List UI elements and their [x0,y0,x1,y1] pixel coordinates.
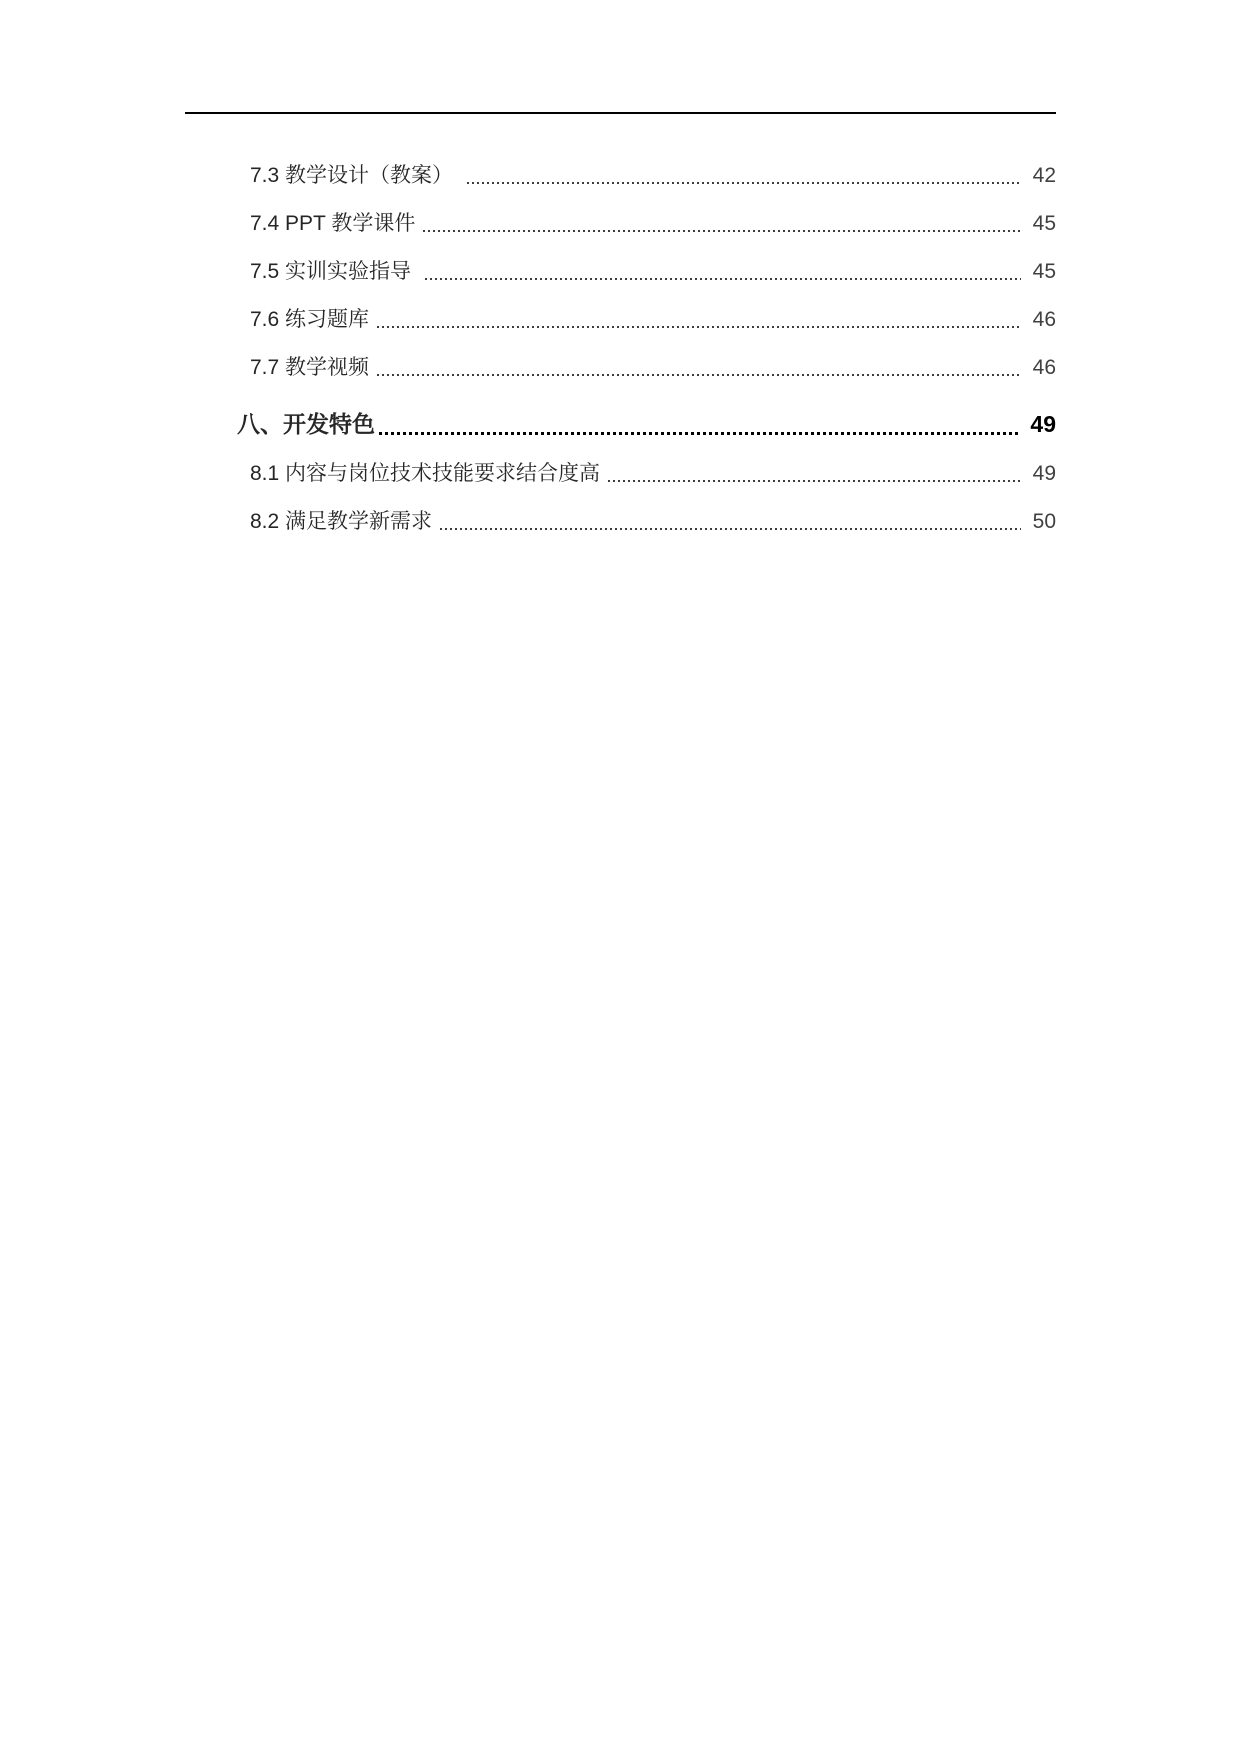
toc-leader-dots [440,528,1021,530]
toc-leader-dots [377,374,1021,376]
toc-leader-dots [425,278,1021,280]
toc-leader-dots [379,432,1021,435]
toc-entry-label: 8.1 内容与岗位技术技能要求结合度高 [250,461,601,485]
toc-entry-label: 7.6 练习题库 [250,307,370,331]
header-rule [185,112,1056,114]
toc-leader-dots [423,230,1021,232]
toc-entry-label: 八、开发特色 [237,410,375,437]
toc-entry-label: 7.5 实训实验指导 [250,259,417,283]
toc-entry[interactable] [185,151,1056,199]
toc-entry-label: 7.7 教学视频 [250,355,370,379]
toc-entry[interactable] [185,247,1056,295]
toc-entry-page: 46 [1032,307,1056,331]
toc-entry-page: 45 [1032,259,1056,283]
toc-entry-page: 45 [1032,211,1056,235]
toc-entry-page: 49 [1030,410,1056,437]
toc-entry-page: 46 [1032,355,1056,379]
toc-entry[interactable] [185,199,1056,247]
toc-entry-label: 7.4 PPT 教学课件 [250,211,416,235]
toc-entry-page: 50 [1032,509,1056,533]
toc-entry-page: 42 [1032,163,1056,187]
toc-list [185,151,1056,545]
toc-entry-label: 8.2 满足教学新需求 [250,509,433,533]
toc-entry[interactable] [185,399,1056,449]
toc-entry-label: 7.3 教学设计（教案） [250,163,459,187]
toc-leader-dots [467,182,1021,184]
toc-entry[interactable] [185,295,1056,343]
toc-entry[interactable] [185,497,1056,545]
toc-leader-dots [377,326,1021,328]
toc-leader-dots [608,480,1021,482]
toc-entry[interactable] [185,343,1056,391]
toc-entry[interactable] [185,449,1056,497]
toc-entry-page: 49 [1032,461,1056,485]
